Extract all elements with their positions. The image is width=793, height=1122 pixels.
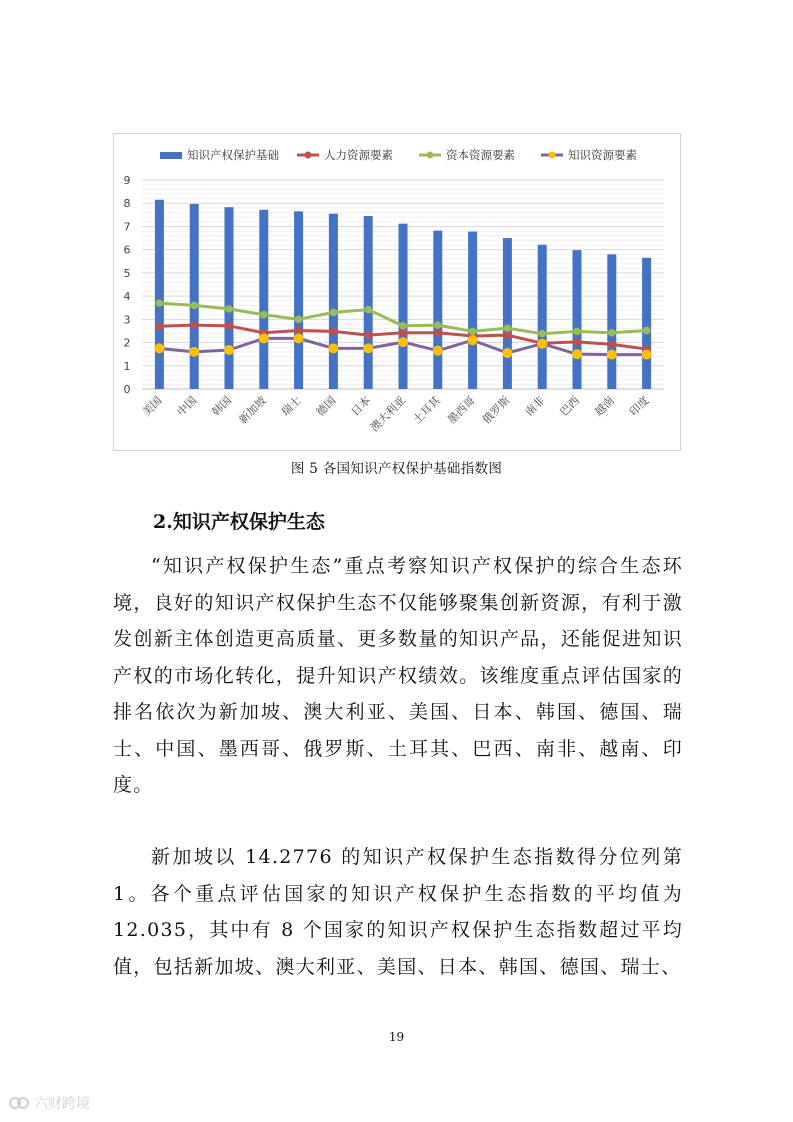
paragraph-2 (113, 839, 683, 985)
bar-7 (399, 224, 408, 389)
bar-11 (538, 245, 547, 389)
series-marker-0 (608, 341, 616, 349)
series-marker-0 (295, 327, 303, 335)
series-marker-1 (190, 302, 198, 310)
legend-swatch-marker (305, 152, 312, 159)
paragraph-1 (113, 548, 683, 804)
x-tick-label: 澳大利亚 (367, 393, 409, 435)
series-marker-1 (399, 322, 407, 330)
y-tick-label: 2 (123, 336, 131, 350)
x-tick-label: 印度 (626, 393, 652, 419)
watermark (8, 1093, 90, 1113)
x-tick-label: 越南 (592, 393, 617, 419)
legend-swatch-marker (549, 152, 556, 159)
bar-0 (155, 200, 164, 389)
series-marker-1 (573, 328, 581, 336)
series-marker-0 (190, 321, 198, 329)
series-marker-0 (399, 329, 407, 337)
series-marker-1 (156, 299, 164, 307)
y-tick-label: 4 (123, 290, 131, 304)
series-marker-2 (259, 333, 269, 343)
x-tick-label: 墨西哥 (445, 393, 478, 427)
series-marker-2 (363, 343, 373, 353)
series-marker-2 (433, 346, 443, 356)
x-tick-label: 巴西 (557, 393, 583, 419)
series-marker-1 (469, 328, 477, 336)
series-marker-2 (607, 350, 617, 360)
series-marker-1 (225, 305, 233, 313)
series-marker-2 (572, 349, 582, 359)
series-marker-0 (330, 328, 338, 336)
series-marker-0 (364, 331, 372, 339)
x-tick-label: 土耳其 (410, 393, 443, 427)
series-marker-1 (330, 309, 338, 317)
x-tick-label: 新加坡 (236, 393, 269, 427)
y-tick-label: 0 (123, 383, 131, 396)
legend-swatch (160, 152, 182, 159)
bar-3 (259, 210, 268, 389)
bar-12 (573, 250, 582, 389)
legend-label: 知识资源要素 (568, 148, 637, 162)
series-marker-2 (294, 333, 304, 343)
watermark-text: 六财跨境 (34, 1096, 90, 1112)
page-number: 19 (388, 1030, 405, 1044)
legend-swatch-marker (427, 152, 434, 159)
chart-frame (113, 133, 681, 451)
y-tick-label: 8 (123, 197, 131, 211)
series-marker-2 (224, 345, 234, 355)
x-tick-label: 俄罗斯 (479, 393, 513, 427)
y-tick-label: 3 (123, 313, 131, 327)
watermark-logo-icon (8, 1096, 30, 1110)
bar-4 (294, 211, 303, 389)
y-tick-label: 5 (123, 266, 131, 280)
bar-5 (329, 214, 338, 389)
series-marker-2 (154, 343, 164, 353)
series-marker-2 (328, 343, 338, 353)
bar-13 (607, 254, 616, 389)
series-marker-1 (434, 321, 442, 329)
y-tick-label: 6 (123, 243, 131, 257)
series-marker-0 (573, 338, 581, 346)
chart-svg (114, 134, 682, 452)
paragraph-2-text: 新加坡以 14.2776 的知识产权保护生态指数得分位列第 1。各个重点评估国家的知识产权保护生态指数的平均值为12.035，其中有 8 个国家的知识产权保护生态指数超过平均值，包括新加坡、澳大利亚、美国、日本、韩国、德国、瑞士、 (113, 846, 683, 978)
series-marker-2 (189, 347, 199, 357)
legend-label: 知识产权保护基础 (187, 148, 279, 162)
x-tick-label: 瑞士 (278, 393, 304, 419)
series-marker-2 (398, 337, 408, 347)
bar-6 (364, 216, 373, 389)
series-marker-1 (295, 316, 303, 324)
x-tick-label: 中国 (174, 393, 200, 419)
bar-10 (503, 238, 512, 389)
series-marker-1 (260, 311, 268, 319)
x-tick-label: 韩国 (209, 393, 235, 419)
legend-label: 资本资源要素 (446, 148, 515, 162)
y-tick-label: 7 (123, 220, 131, 234)
y-tick-label: 1 (123, 359, 131, 373)
series-marker-0 (504, 331, 512, 339)
series-marker-0 (156, 323, 164, 331)
legend-label: 人力资源要素 (324, 148, 393, 162)
x-tick-label: 日本 (348, 393, 374, 419)
series-marker-1 (364, 306, 372, 314)
series-marker-2 (502, 348, 512, 358)
y-tick-label: 9 (123, 174, 131, 187)
series-marker-2 (537, 339, 547, 349)
bar-14 (642, 258, 651, 389)
section-heading: 2.知识产权保护生态 (153, 511, 325, 533)
paragraph-1-text: “知识产权保护生态”重点考察知识产权保护的综合生态环境，良好的知识产权保护生态不仅能够聚集创新资源，有利于激发创新主体创造更高质量、更多数量的知识产品，还能促进知识产权的市场化转化，提升知识产权绩效。该维度重点评估国家的排名依次为新加坡、澳大利亚、美国、日本、韩国、德国、瑞士、中国、墨西哥、俄罗斯、土耳其、巴西、南非、越南、印度。 (113, 555, 683, 796)
series-marker-1 (504, 324, 512, 332)
series-marker-2 (468, 335, 478, 345)
figure-caption: 图 5 各国知识产权保护基础指数图 (290, 461, 503, 477)
bar-8 (433, 231, 442, 389)
bar-9 (468, 232, 477, 389)
series-marker-0 (434, 329, 442, 337)
bar-1 (190, 204, 199, 389)
x-tick-label: 德国 (313, 393, 339, 419)
series-marker-1 (643, 327, 651, 335)
series-marker-0 (225, 322, 233, 330)
series-marker-2 (642, 350, 652, 360)
bar-2 (225, 207, 234, 389)
series-marker-1 (538, 330, 546, 338)
series-marker-1 (608, 329, 616, 337)
x-tick-label: 南非 (522, 393, 548, 419)
x-tick-label: 美国 (139, 393, 165, 419)
